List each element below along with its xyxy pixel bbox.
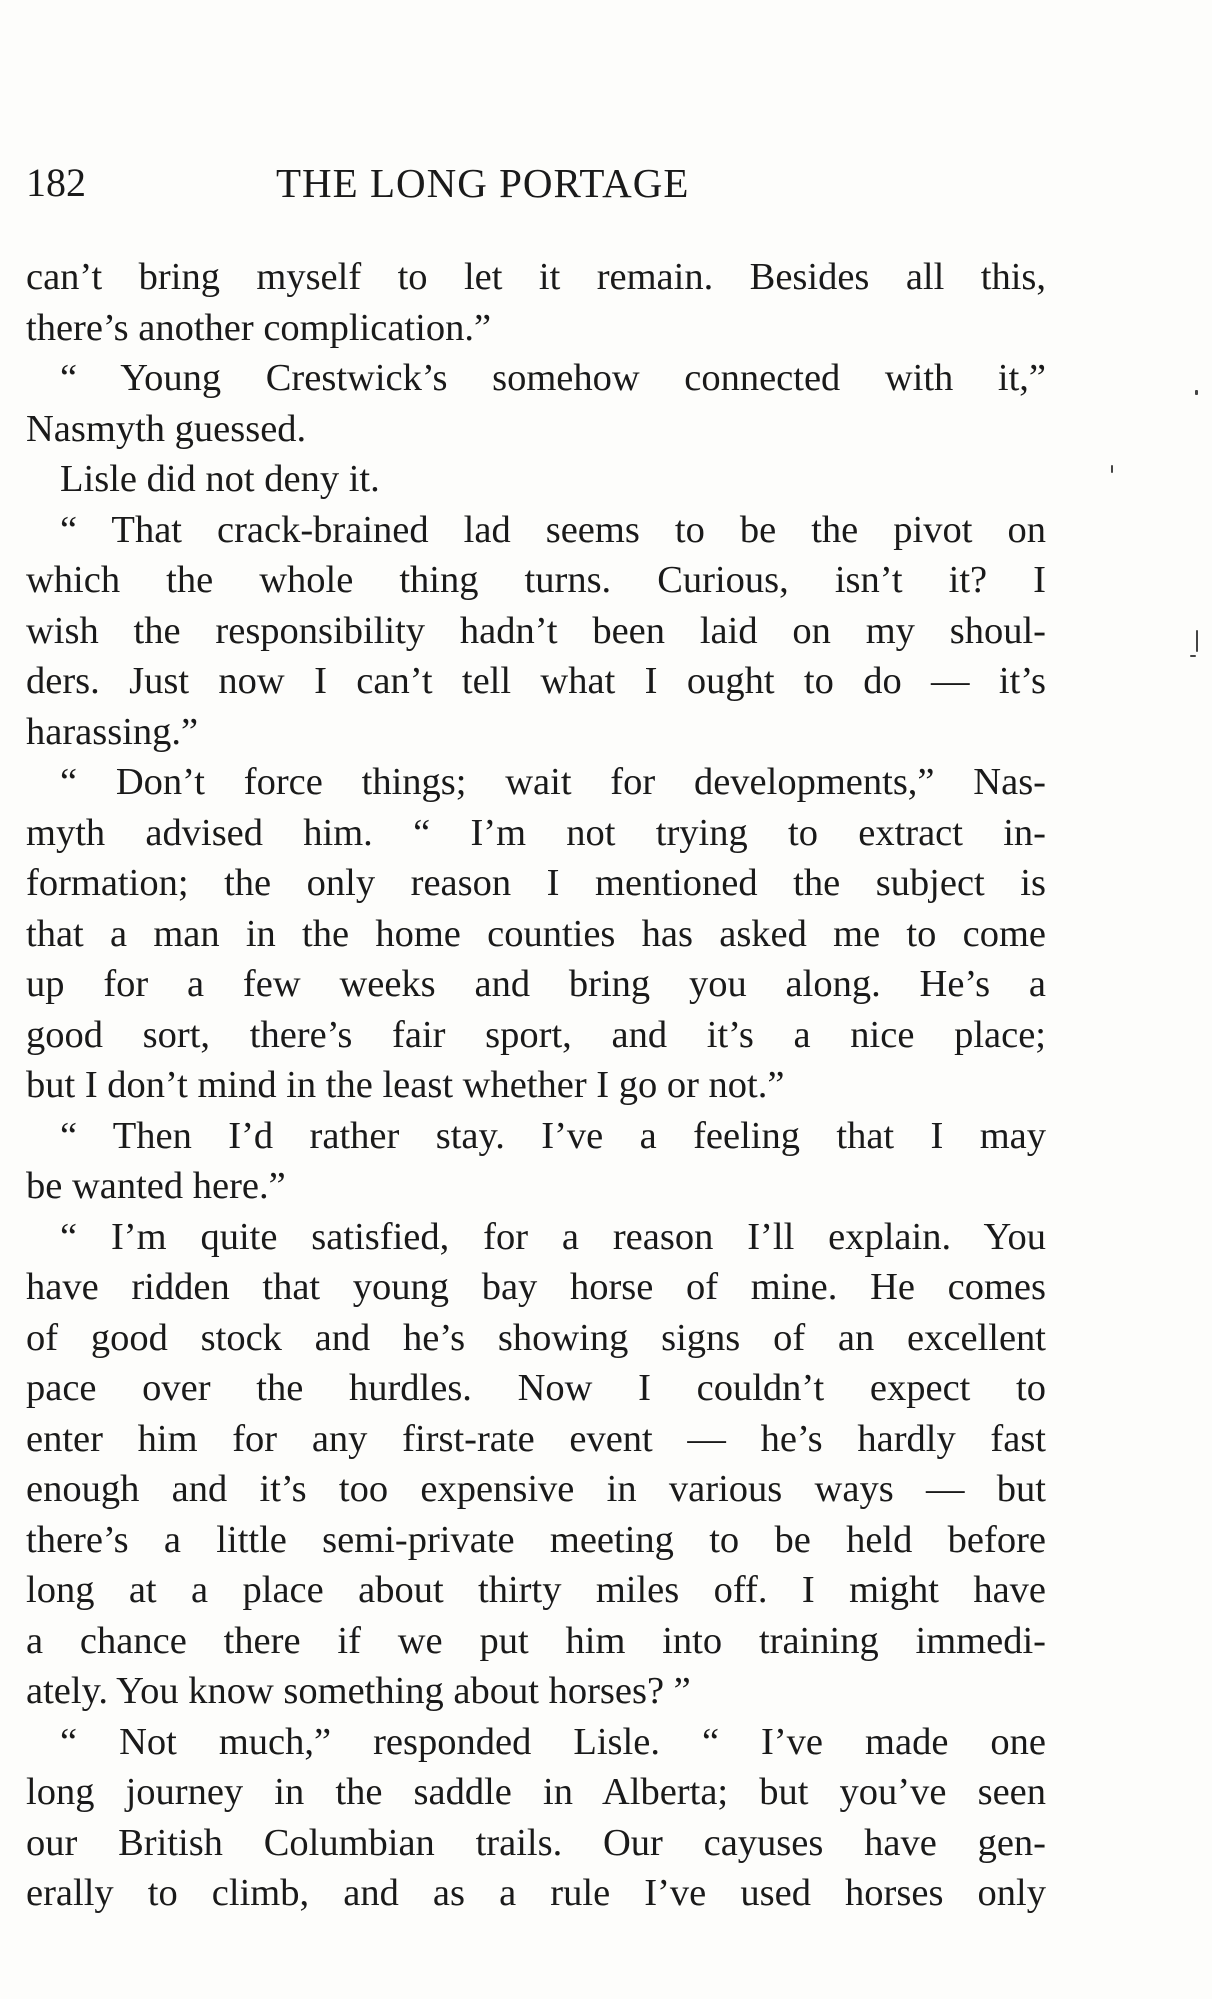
text-line: which the whole thing turns. Curious, isn’t it? I: [26, 559, 1046, 601]
text-line: of good stock and he’s showing signs of an excellent: [26, 1316, 1046, 1359]
text-line: have ridden that young bay horse of mine. He comes: [26, 1266, 1046, 1308]
text-line: “ Not much,” responded Lisle. “ I’ve made one: [60, 1720, 1046, 1763]
margin-speck: [1196, 630, 1198, 652]
text-line: enough and it’s too expensive in various ways — but: [26, 1468, 1046, 1510]
text-line: erally to climb, and as a rule I’ve used horses only: [26, 1872, 1046, 1914]
text-line: formation; the only reason I mentioned the subject is: [26, 862, 1046, 904]
text-line: “ That crack-brained lad seems to be the pivot on: [60, 508, 1046, 551]
text-line: enter him for any first-rate event — he’s hardly fast: [26, 1417, 1046, 1460]
text-line: a chance there if we put him into training immedi-: [26, 1619, 1046, 1662]
text-line: there’s another complication.”: [26, 306, 492, 349]
text-line: Nasmyth guessed.: [26, 407, 307, 450]
text-line: pace over the hurdles. Now I couldn’t expect to: [26, 1367, 1046, 1409]
margin-speck: [1190, 655, 1196, 657]
text-line: myth advised him. “ I’m not trying to extract in-: [26, 811, 1046, 854]
text-line: ders. Just now I can’t tell what I ought to do — it’s: [26, 660, 1046, 702]
text-line: “ I’m quite satisfied, for a reason I’ll explain. You: [60, 1215, 1046, 1258]
text-line: “ Then I’d rather stay. I’ve a feeling that I may: [60, 1114, 1046, 1157]
text-line: that a man in the home counties has asked me to come: [26, 912, 1046, 955]
text-line: “ Don’t force things; wait for developments,” Nas-: [60, 761, 1046, 803]
text-line: ately. You know something about horses? ”: [26, 1670, 691, 1712]
text-line: wish the responsibility hadn’t been laid on my shoul-: [26, 609, 1046, 652]
text-line: long at a place about thirty miles off. I might have: [26, 1569, 1046, 1611]
text-line: be wanted here.”: [26, 1165, 286, 1207]
text-line: harassing.”: [26, 710, 199, 753]
text-line: there’s a little semi-private meeting to be held before: [26, 1518, 1046, 1561]
text-line: can’t bring myself to let it remain. Besides all this,: [26, 256, 1046, 298]
text-line: good sort, there’s fair sport, and it’s a nice place;: [26, 1013, 1046, 1056]
page-header: [26, 158, 1046, 208]
text-line: “ Young Crestwick’s somehow connected with it,”: [60, 357, 1046, 399]
text-line: but I don’t mind in the least whether I go or not.”: [26, 1064, 785, 1106]
text-line: Lisle did not deny it.: [60, 458, 380, 500]
text-line: long journey in the saddle in Alberta; but you’ve seen: [26, 1771, 1046, 1813]
body-text: [26, 252, 1046, 1919]
margin-speck: [1111, 465, 1113, 473]
running-title: THE LONG PORTAGE: [276, 160, 690, 206]
text-line: our British Columbian trails. Our cayuses have gen-: [26, 1821, 1046, 1864]
margin-speck: [1195, 390, 1198, 395]
text-line: up for a few weeks and bring you along. He’s a: [26, 963, 1046, 1005]
page-number: 182: [26, 160, 86, 205]
